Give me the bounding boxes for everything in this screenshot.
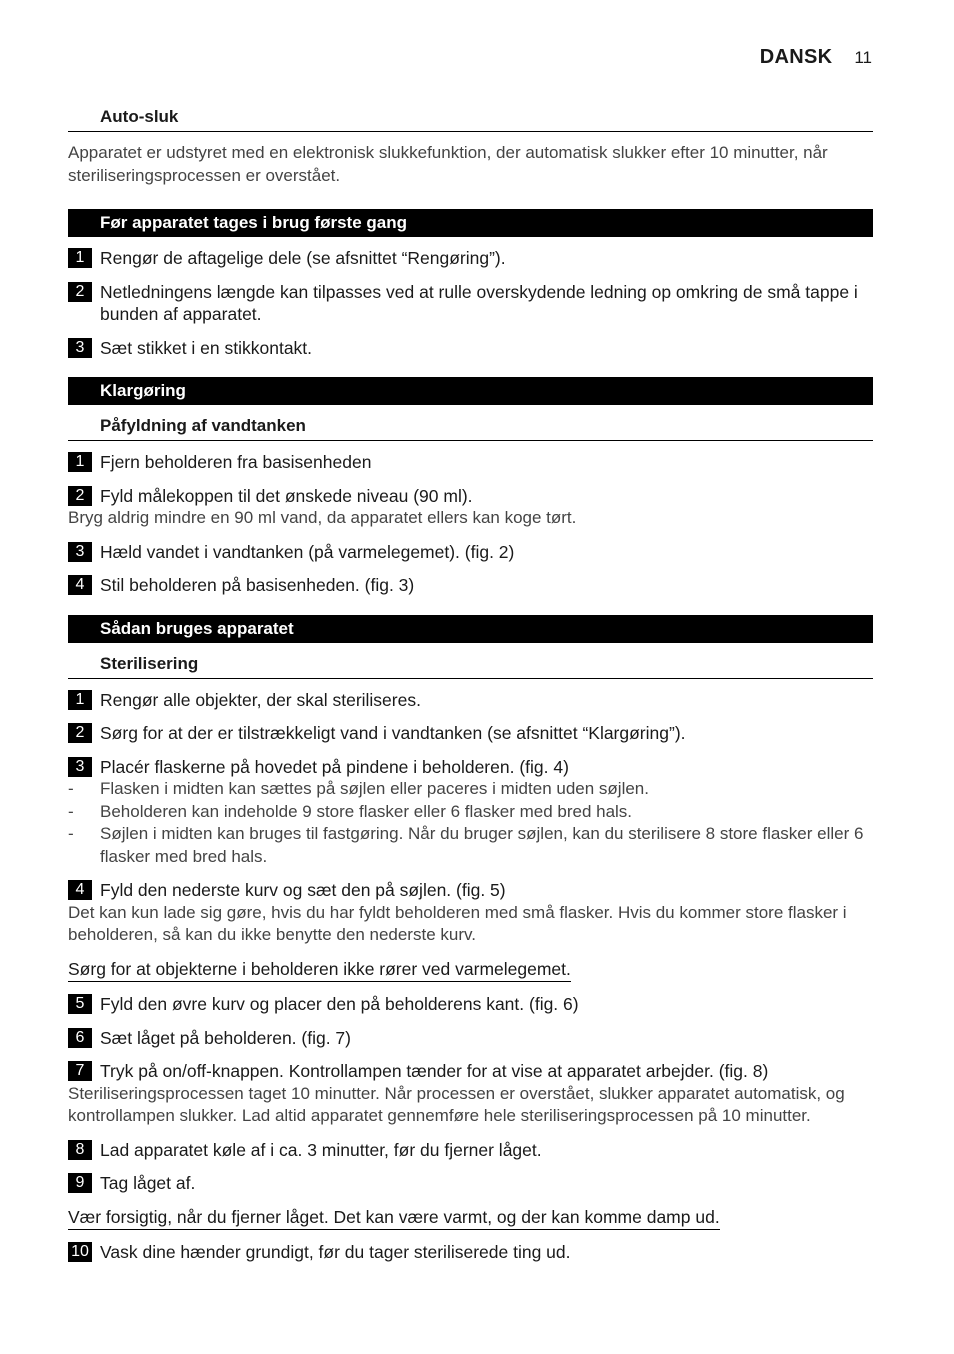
usage-step-7 — [68, 1060, 873, 1083]
step-text: Sæt stikket i en stikkontakt. — [100, 337, 313, 358]
prep-step-1 — [68, 451, 873, 474]
bullet-item: - Søjlen i midten kan bruges til fastgøring. Når du bruger søjlen, kan du sterilisere 8 store flasker eller 6 flasker med bred hals. — [68, 824, 864, 866]
usage-step-8 — [68, 1139, 873, 1162]
bullet-text: Søjlen i midten kan bruges til fastgøring. Når du bruger søjlen, kan du sterilisere 8 store flasker eller 6 flasker med bred hals. — [100, 824, 864, 866]
step-number: 3 — [68, 757, 92, 777]
step-number: 7 — [68, 1061, 92, 1081]
prep-step-2 — [68, 485, 873, 508]
usage-step-3 — [68, 756, 873, 779]
usage-note-step-7: Steriliseringsprocessen taget 10 minutter. Når processen er overstået, slukker apparatet automatisk, og kontrollampen slukker. Lad altid apparatet gennemføre hele steriliseringsprocessen på 10 minutter. — [68, 1083, 845, 1125]
warning-lid-wrap — [68, 1206, 873, 1231]
usage-step-9 — [68, 1172, 873, 1195]
step-text: Rengør de aftagelige dele (se afsnittet “Rengøring”). — [100, 248, 506, 268]
step-text: Stil beholderen på basisenheden. (fig. 3) — [100, 575, 415, 595]
step-text: Hæld vandet i vandtanken (på varmelegemet). (fig. 2) — [100, 541, 515, 562]
auto-off-heading: Auto-sluk — [68, 106, 873, 132]
step-text: Fyld den nederste kurv og sæt den på søjlen. (fig. 5) — [100, 880, 506, 900]
step-number: 1 — [68, 452, 92, 472]
usage-heading: Sådan bruges apparatet — [68, 615, 873, 643]
page-header — [760, 46, 872, 69]
usage-step-2 — [68, 722, 873, 745]
prep-step-4 — [68, 574, 873, 597]
manual-content — [68, 106, 873, 1264]
step-number: 5 — [68, 994, 92, 1014]
usage-step-1 — [68, 689, 873, 712]
step-number: 4 — [68, 575, 92, 595]
step-text: Netledningens længde kan tilpasses ved at rulle overskydende ledning op omkring de små tappe i bunden af apparatet. — [100, 281, 858, 324]
usage-step-4 — [68, 879, 873, 902]
step-text: Tag låget af. — [100, 1173, 196, 1193]
step-number: 1 — [68, 248, 92, 268]
warning-heating-element: Sørg for at objekterne i beholderen ikke rører ved varmelegemet. — [68, 958, 571, 983]
step-text: Lad apparatet køle af i ca. 3 minutter, før du fjerner låget. — [100, 1139, 542, 1160]
prep-step-3 — [68, 541, 873, 564]
first-use-step-1 — [68, 247, 873, 270]
step-text: Sæt låget på beholderen. (fig. 7) — [100, 1027, 351, 1048]
warning-lid-hot: Vær forsigtig, når du fjerner låget. Det kan være varmt, og der kan komme damp ud. — [68, 1206, 720, 1231]
step-text: Fyld den øvre kurv og placer den på beholderens kant. (fig. 6) — [100, 994, 579, 1014]
step-number: 2 — [68, 486, 92, 506]
step-number: 4 — [68, 880, 92, 900]
step-number: 3 — [68, 542, 92, 562]
first-use-step-2 — [68, 281, 873, 326]
auto-off-text: Apparatet er udstyret med en elektronisk slukkefunktion, der automatisk slukker efter 10 minutter, når steriliseringsprocessen er overstået. — [68, 143, 828, 185]
usage-step-10 — [68, 1241, 873, 1264]
step-number: 6 — [68, 1028, 92, 1048]
bullet-text: Beholderen kan indeholde 9 store flasker eller 6 flasker med bred hals. — [100, 801, 633, 821]
usage-step-6 — [68, 1027, 873, 1050]
step-number: 2 — [68, 723, 92, 743]
page-language: DANSK — [759, 46, 833, 68]
warning-heating-element-wrap — [68, 958, 873, 983]
step-text: Vask dine hænder grundigt, før du tager steriliserede ting ud. — [100, 1242, 571, 1262]
first-use-heading: Før apparatet tages i brug første gang — [68, 209, 873, 237]
step-text: Fyld målekoppen til det ønskede niveau (90 ml). — [100, 485, 473, 506]
page-number: 11 — [854, 48, 872, 67]
step-number: 2 — [68, 282, 92, 302]
bullet-item: - Beholderen kan indeholde 9 store flasker eller 6 flasker med bred hals. — [68, 801, 633, 821]
step-number: 9 — [68, 1173, 92, 1193]
usage-subheading: Sterilisering — [68, 653, 873, 679]
first-use-step-3 — [68, 337, 873, 360]
step-number: 8 — [68, 1140, 92, 1160]
usage-note-step-4: Det kan kun lade sig gøre, hvis du har fyldt beholderen med små flasker. Hvis du kommer store flasker i beholderen, så kan du ikke benytte den nederste kurv. — [68, 902, 847, 944]
usage-step-5 — [68, 993, 873, 1016]
prep-subheading: Påfyldning af vandtanken — [68, 415, 873, 441]
step-text: Rengør alle objekter, der skal steriliseres. — [100, 689, 421, 710]
step-text: Fjern beholderen fra basisenheden — [100, 452, 372, 472]
prep-heading: Klargøring — [68, 377, 873, 405]
bullet-item: - Flasken i midten kan sættes på søjlen eller paceres i midten uden søjlen. — [68, 779, 649, 798]
bullet-text: Flasken i midten kan sættes på søjlen eller paceres i midten uden søjlen. — [100, 779, 649, 798]
step-number: 3 — [68, 338, 92, 358]
prep-note: Bryg aldrig mindre en 90 ml vand, da apparatet ellers kan koge tørt. — [68, 508, 577, 527]
step-text: Tryk på on/off-knappen. Kontrollampen tænder for at vise at apparatet arbejder. (fig. 8) — [100, 1061, 769, 1081]
step-number: 10 — [68, 1242, 92, 1262]
step-number: 1 — [68, 690, 92, 710]
step-text: Sørg for at der er tilstrækkeligt vand i vandtanken (se afsnittet “Klargøring”). — [100, 723, 686, 743]
step-text: Placér flaskerne på hovedet på pindene i beholderen. (fig. 4) — [100, 756, 569, 777]
